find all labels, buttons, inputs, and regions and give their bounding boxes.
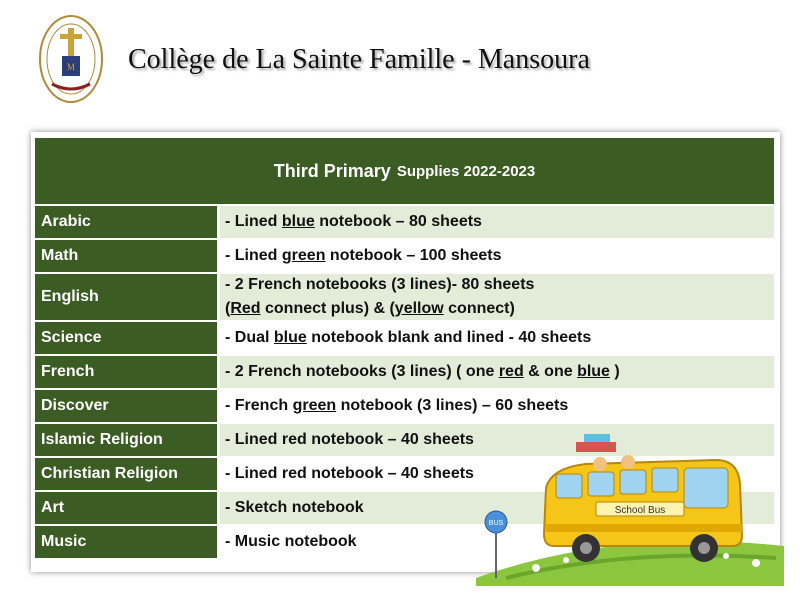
table-subtitle: Supplies 2022-2023 (396, 162, 536, 180)
school-bus-illustration (476, 428, 784, 586)
table-row (35, 322, 774, 354)
subject-cell: Art (35, 492, 217, 524)
subject-cell: Discover (35, 390, 217, 422)
subject-cell: Arabic (35, 206, 217, 238)
supply-line: - Sketch notebook (225, 499, 364, 516)
table-row (35, 240, 774, 272)
table-header (35, 138, 774, 204)
supply-line: - French green notebook (3 lines) – 60 sheets (225, 397, 569, 414)
supply-cell (220, 240, 774, 272)
subject-cell: Christian Religion (35, 458, 217, 490)
table-row (35, 274, 774, 320)
table-title: Third Primary (273, 160, 391, 181)
supply-line: - Lined red notebook – 40 sheets (225, 431, 474, 448)
table-row (35, 390, 774, 422)
supply-cell (220, 356, 774, 388)
table-row (35, 206, 774, 238)
supply-line: - Lined green notebook – 100 sheets (225, 247, 502, 264)
supply-line: - Dual blue notebook blank and lined - 40 sheets (225, 329, 592, 346)
supply-cell (220, 274, 774, 320)
school-title: Collège de La Sainte Famille - Mansoura (128, 44, 590, 75)
supply-line: - Lined red notebook – 40 sheets (225, 465, 474, 482)
supply-line: - Music notebook (225, 533, 357, 550)
subject-cell: Music (35, 526, 217, 558)
supply-line: - 2 French notebooks (3 lines) ( one red & one blue ) (225, 363, 620, 380)
svg-text:M: M (66, 62, 76, 72)
supply-line: - Lined blue notebook – 80 sheets (225, 213, 482, 230)
table-row (35, 356, 774, 388)
subject-cell: English (35, 274, 217, 320)
school-crest-logo (38, 14, 104, 104)
supply-cell (220, 322, 774, 354)
supply-line: - 2 French notebooks (3 lines)- 80 sheets (225, 276, 535, 293)
subject-cell: French (35, 356, 217, 388)
subject-cell: Math (35, 240, 217, 272)
supply-line: (Red connect plus) & (yellow connect) (225, 300, 515, 317)
supply-cell (220, 206, 774, 238)
subject-cell: Science (35, 322, 217, 354)
bus-stop-sign: BUS (488, 520, 504, 527)
subject-cell: Islamic Religion (35, 424, 217, 456)
bus-sign: School Bus (614, 505, 666, 516)
supply-cell (220, 390, 774, 422)
